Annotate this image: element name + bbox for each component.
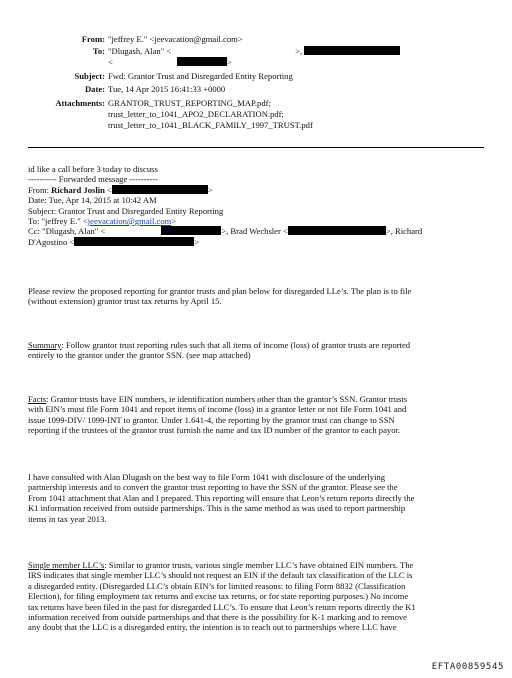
attachment-item[interactable]: trust_letter_to_1041_APO2_DECLARATION.pdf; (108, 109, 284, 119)
forward-cc-line-2: D'Agostino < > (28, 236, 200, 247)
from-value: "jeffrey E." <jeevacation@gmail.com> (108, 34, 243, 44)
summary-heading: Summary (28, 340, 62, 350)
subject-value: Fwd: Grantor Trust and Disregarded Entity Reporting (108, 71, 293, 81)
from-label: From: (81, 34, 105, 44)
forward-separator: ---------- Forwarded message ---------- (28, 174, 159, 185)
attachment-item[interactable]: GRANTOR_TRUST_REPORTING_MAP.pdf; (108, 98, 271, 108)
paragraph-single-member-llc: Single member LLC’s: Similar to grantor trusts, various single member LLC’s have obtained EIN numbers. The IRS indicates that single member LLC’s should not request an EIN if the default tax classification of the LLC is a disregarded entity. (Disregarded LLC’s obtain EIN’s for limited reasons: to filing Form 8832 (Classification Election), for filing employment tax returns and excise tax returns, or for state reporting purposes.) No income tax returns have been filed in the past for disregarded LLC’s. To ensure that Leon’s return reports directly the K1 information received from outside partnerships and that there is the possibility for K-1 marking and to remove any doubt that the LLC is a disregarded entity, the intention is to reach out to partnerships where LLC have (28, 560, 416, 633)
to-value: "Dlugash, Alan" < (108, 46, 172, 56)
forward-subject-line: Subject: Grantor Trust and Disregarded Entity Reporting (28, 205, 224, 216)
intro-line: id like a call before 3 today to discuss (28, 164, 158, 174)
attachments-label: Attachments: (55, 98, 105, 108)
to-open-2: < (108, 57, 113, 67)
redaction-bar (288, 226, 386, 235)
to-close: >, (295, 46, 303, 56)
attachment-item[interactable]: trust_letter_to_1041_BLACK_FAMILY_1997_TRUST.pdf (108, 120, 313, 130)
facts-heading: Facts (28, 394, 47, 404)
forward-cc-line: Cc: "Dlugash, Alan" < >, Brad Wechsler < >, Richard (28, 226, 423, 237)
redaction-bar (74, 237, 194, 246)
paragraph-facts: Facts: Grantor trusts have EIN numbers, ie identification numbers other than the grantor’s SSN. Grantor trusts with EIN’s must file Form 1041 and report items of income (loss) in a grantor letter or not file Form 1041 and issue 1099-DIV/ 1099-INT to grantor. Under 1.641-4, the reporting by the grantor trust can change to SSN reporting if the trustees of the grantor trust furnish the name and tax ID number of the grantor to each payor. (28, 394, 408, 436)
paragraph-consulted: I have consulted with Alan Dlugash on the best way to file Form 1041 with disclosure of the underlying partnership interests and to convert the grantor trust reporting to have the SSN of the grantor. Please see the From 1041 attachment that Alan and I prepared. This reporting will ensure that Leon’s return reports directly the K1 information received from outside partnerships. This is the same method as was used to report partnership items in tax year 2013. (28, 472, 415, 524)
redaction-bar (304, 46, 400, 55)
sender-name: Richard Joslin (51, 184, 105, 195)
forward-from-line: From: Richard Joslin < > (28, 184, 213, 195)
forward-to-line: To: "jeffrey E." <jeevacation@gmail.com> (28, 216, 177, 227)
to-close-2: > (226, 57, 232, 67)
paragraph-intro: Please review the proposed reporting for grantor trusts and plan below for disregarded LLe’s. The plan is to file (without extension) grantor trust tax returns by April 15. (28, 286, 412, 307)
date-label: Date: (84, 84, 105, 94)
forwarded-block (28, 164, 488, 247)
redaction-bar (161, 226, 221, 235)
date-value: Tue, 14 Apr 2015 16:41:33 +0000 (108, 84, 226, 94)
email-link[interactable]: jeevacation@gmail.com (87, 216, 172, 227)
redaction-bar (112, 185, 208, 194)
forward-date-line: Date: Tue, Apr 14, 2015 at 10:42 AM (28, 195, 157, 206)
paragraph-summary: Summary: Follow grantor trust reporting rules such that all items of income (loss) of grantor trusts are reported entirely to the grantor under the grantor SSN. (see map attached) (28, 340, 411, 361)
to-label: To: (92, 46, 105, 56)
llc-heading: Single member LLC’s (28, 560, 105, 570)
subject-label: Subject: (74, 71, 105, 81)
redaction-bar (177, 57, 227, 66)
document-id: EFTA00859545 (431, 662, 504, 672)
header-divider (28, 147, 484, 148)
